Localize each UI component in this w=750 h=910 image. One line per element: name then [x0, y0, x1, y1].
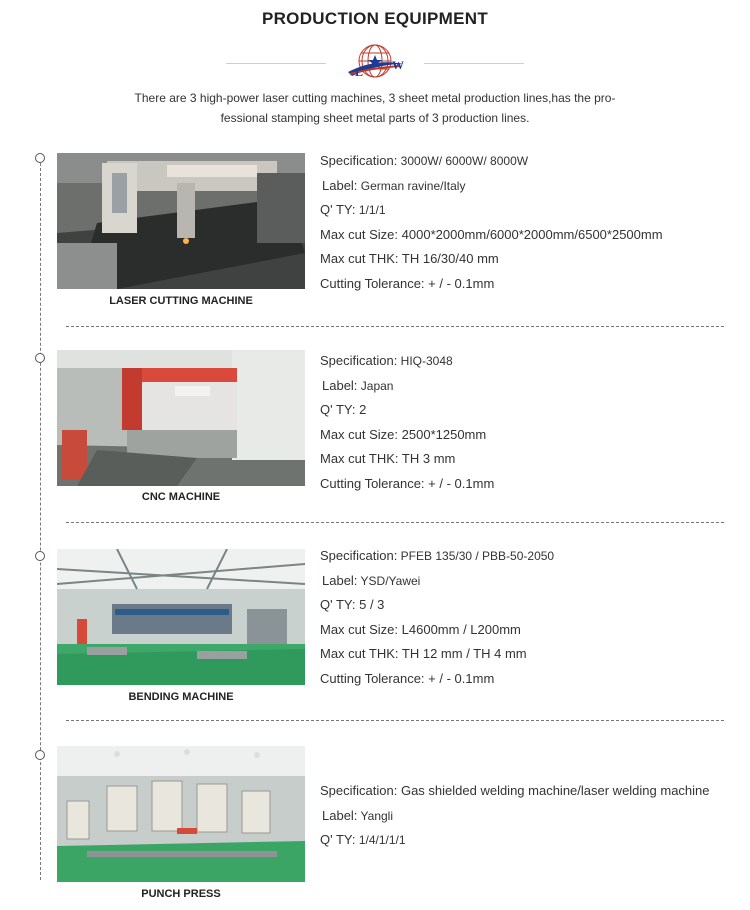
spec-key: Max cut THK:: [320, 451, 399, 466]
timeline-dot: [35, 153, 45, 163]
spec-value: PFEB 135/30 / PBB-50-2050: [400, 549, 555, 563]
company-logo: [342, 42, 408, 84]
spec-row-max-cut-thk: [320, 251, 663, 276]
timeline-line: [40, 158, 41, 880]
spec-value: 1/4/1/1/1: [358, 833, 406, 847]
section-divider: [66, 522, 724, 523]
spec-value: 4000*2000mm/6000*2000mm/6500*2500mm: [401, 226, 663, 242]
spec-value: L4600mm / L200mm: [401, 621, 521, 637]
spec-value: Yangli: [360, 808, 394, 823]
spec-row-max-cut-size: [320, 227, 663, 252]
spec-key: Q' TY:: [320, 832, 356, 847]
spec-value: + / - 0.1mm: [428, 670, 495, 686]
section-divider: [66, 720, 724, 721]
laser-cutting-machine-photo: [57, 153, 305, 289]
spec-value: 1/1/1: [358, 203, 386, 217]
cnc-machine-photo: [57, 350, 305, 486]
spec-key: Label:: [322, 177, 358, 193]
spec-key: Cutting Tolerance:: [320, 475, 425, 491]
spec-row-qty: [320, 597, 554, 622]
spec-value: 3000W/ 6000W/ 8000W: [400, 154, 529, 168]
spec-key: Max cut THK:: [320, 646, 399, 661]
spec-value: German ravine/Italy: [360, 178, 466, 193]
spec-row-specification: [320, 548, 554, 573]
spec-key: Specification:: [320, 353, 398, 368]
spec-value: 2500*1250mm: [401, 426, 487, 442]
spec-list: [320, 548, 554, 695]
spec-key: Specification:: [320, 783, 398, 798]
spec-value: 5 / 3: [359, 597, 385, 612]
spec-value: + / - 0.1mm: [428, 275, 495, 291]
spec-key: Max cut Size:: [320, 621, 399, 637]
spec-value: TH 16/30/40 mm: [401, 251, 499, 266]
spec-row-qty: [320, 832, 710, 857]
spec-row-max-cut-thk: [320, 451, 494, 476]
spec-row-specification: [320, 353, 494, 378]
machine-caption: LASER CUTTING MACHINE: [109, 295, 253, 307]
spec-row-specification: [320, 783, 710, 808]
punch-press-photo: [57, 746, 305, 882]
spec-row-max-cut-thk: [320, 646, 554, 671]
spec-row-label: [320, 178, 663, 203]
spec-list: [320, 353, 494, 500]
spec-list: [320, 783, 710, 857]
spec-key: Specification:: [320, 548, 398, 563]
machine-caption: PUNCH PRESS: [141, 888, 221, 900]
spec-key: Q' TY:: [320, 402, 356, 417]
intro-text: [110, 88, 640, 128]
svg-text:W: W: [392, 58, 404, 72]
spec-row-qty: [320, 202, 663, 227]
section-divider: [66, 326, 724, 327]
spec-key: Q' TY:: [320, 597, 356, 612]
spec-row-max-cut-size: [320, 427, 494, 452]
spec-key: Max cut Size:: [320, 226, 399, 242]
spec-value: YSD/Yawei: [360, 573, 421, 588]
spec-key: Cutting Tolerance:: [320, 670, 425, 686]
spec-key: Specification:: [320, 153, 398, 168]
spec-row-specification: [320, 153, 663, 178]
spec-row-tolerance: [320, 671, 554, 696]
spec-value: HIQ-3048: [400, 354, 453, 368]
spec-key: Max cut Size:: [320, 426, 399, 442]
spec-value: Gas shielded welding machine/laser welding machine: [400, 783, 710, 798]
spec-key: Max cut THK:: [320, 251, 399, 266]
timeline-dot: [35, 353, 45, 363]
svg-text:L: L: [355, 65, 364, 79]
spec-key: Label:: [322, 572, 358, 588]
timeline-dot: [35, 551, 45, 561]
spec-key: Q' TY:: [320, 202, 356, 217]
divider-line-right: [424, 63, 524, 64]
spec-key: Label:: [322, 807, 358, 823]
spec-value: 2: [359, 402, 367, 417]
spec-row-qty: [320, 402, 494, 427]
spec-value: + / - 0.1mm: [428, 475, 495, 491]
spec-key: Label:: [322, 377, 358, 393]
intro-line-2: fessional stamping sheet metal parts of 3 production lines.: [220, 111, 530, 125]
divider-line-left: [226, 63, 326, 64]
spec-row-label: [320, 378, 494, 403]
spec-row-tolerance: [320, 276, 663, 301]
machine-caption: CNC MACHINE: [141, 491, 221, 503]
intro-line-1: There are 3 high-power laser cutting machines, 3 sheet metal production lines,has the pro-: [134, 91, 616, 105]
spec-value: TH 12 mm / TH 4 mm: [401, 646, 527, 661]
spec-value: TH 3 mm: [401, 451, 456, 466]
spec-value: Japan: [360, 378, 394, 393]
spec-list: [320, 153, 663, 300]
spec-key: Cutting Tolerance:: [320, 275, 425, 291]
spec-row-tolerance: [320, 476, 494, 501]
spec-row-label: [320, 808, 710, 833]
spec-row-max-cut-size: [320, 622, 554, 647]
logo-row: [0, 42, 750, 84]
timeline-dot: [35, 750, 45, 760]
spec-row-label: [320, 573, 554, 598]
bending-machine-photo: [57, 549, 305, 685]
machine-caption: BENDING MACHINE: [128, 691, 234, 703]
page-title: PRODUCTION EQUIPMENT: [261, 9, 489, 28]
